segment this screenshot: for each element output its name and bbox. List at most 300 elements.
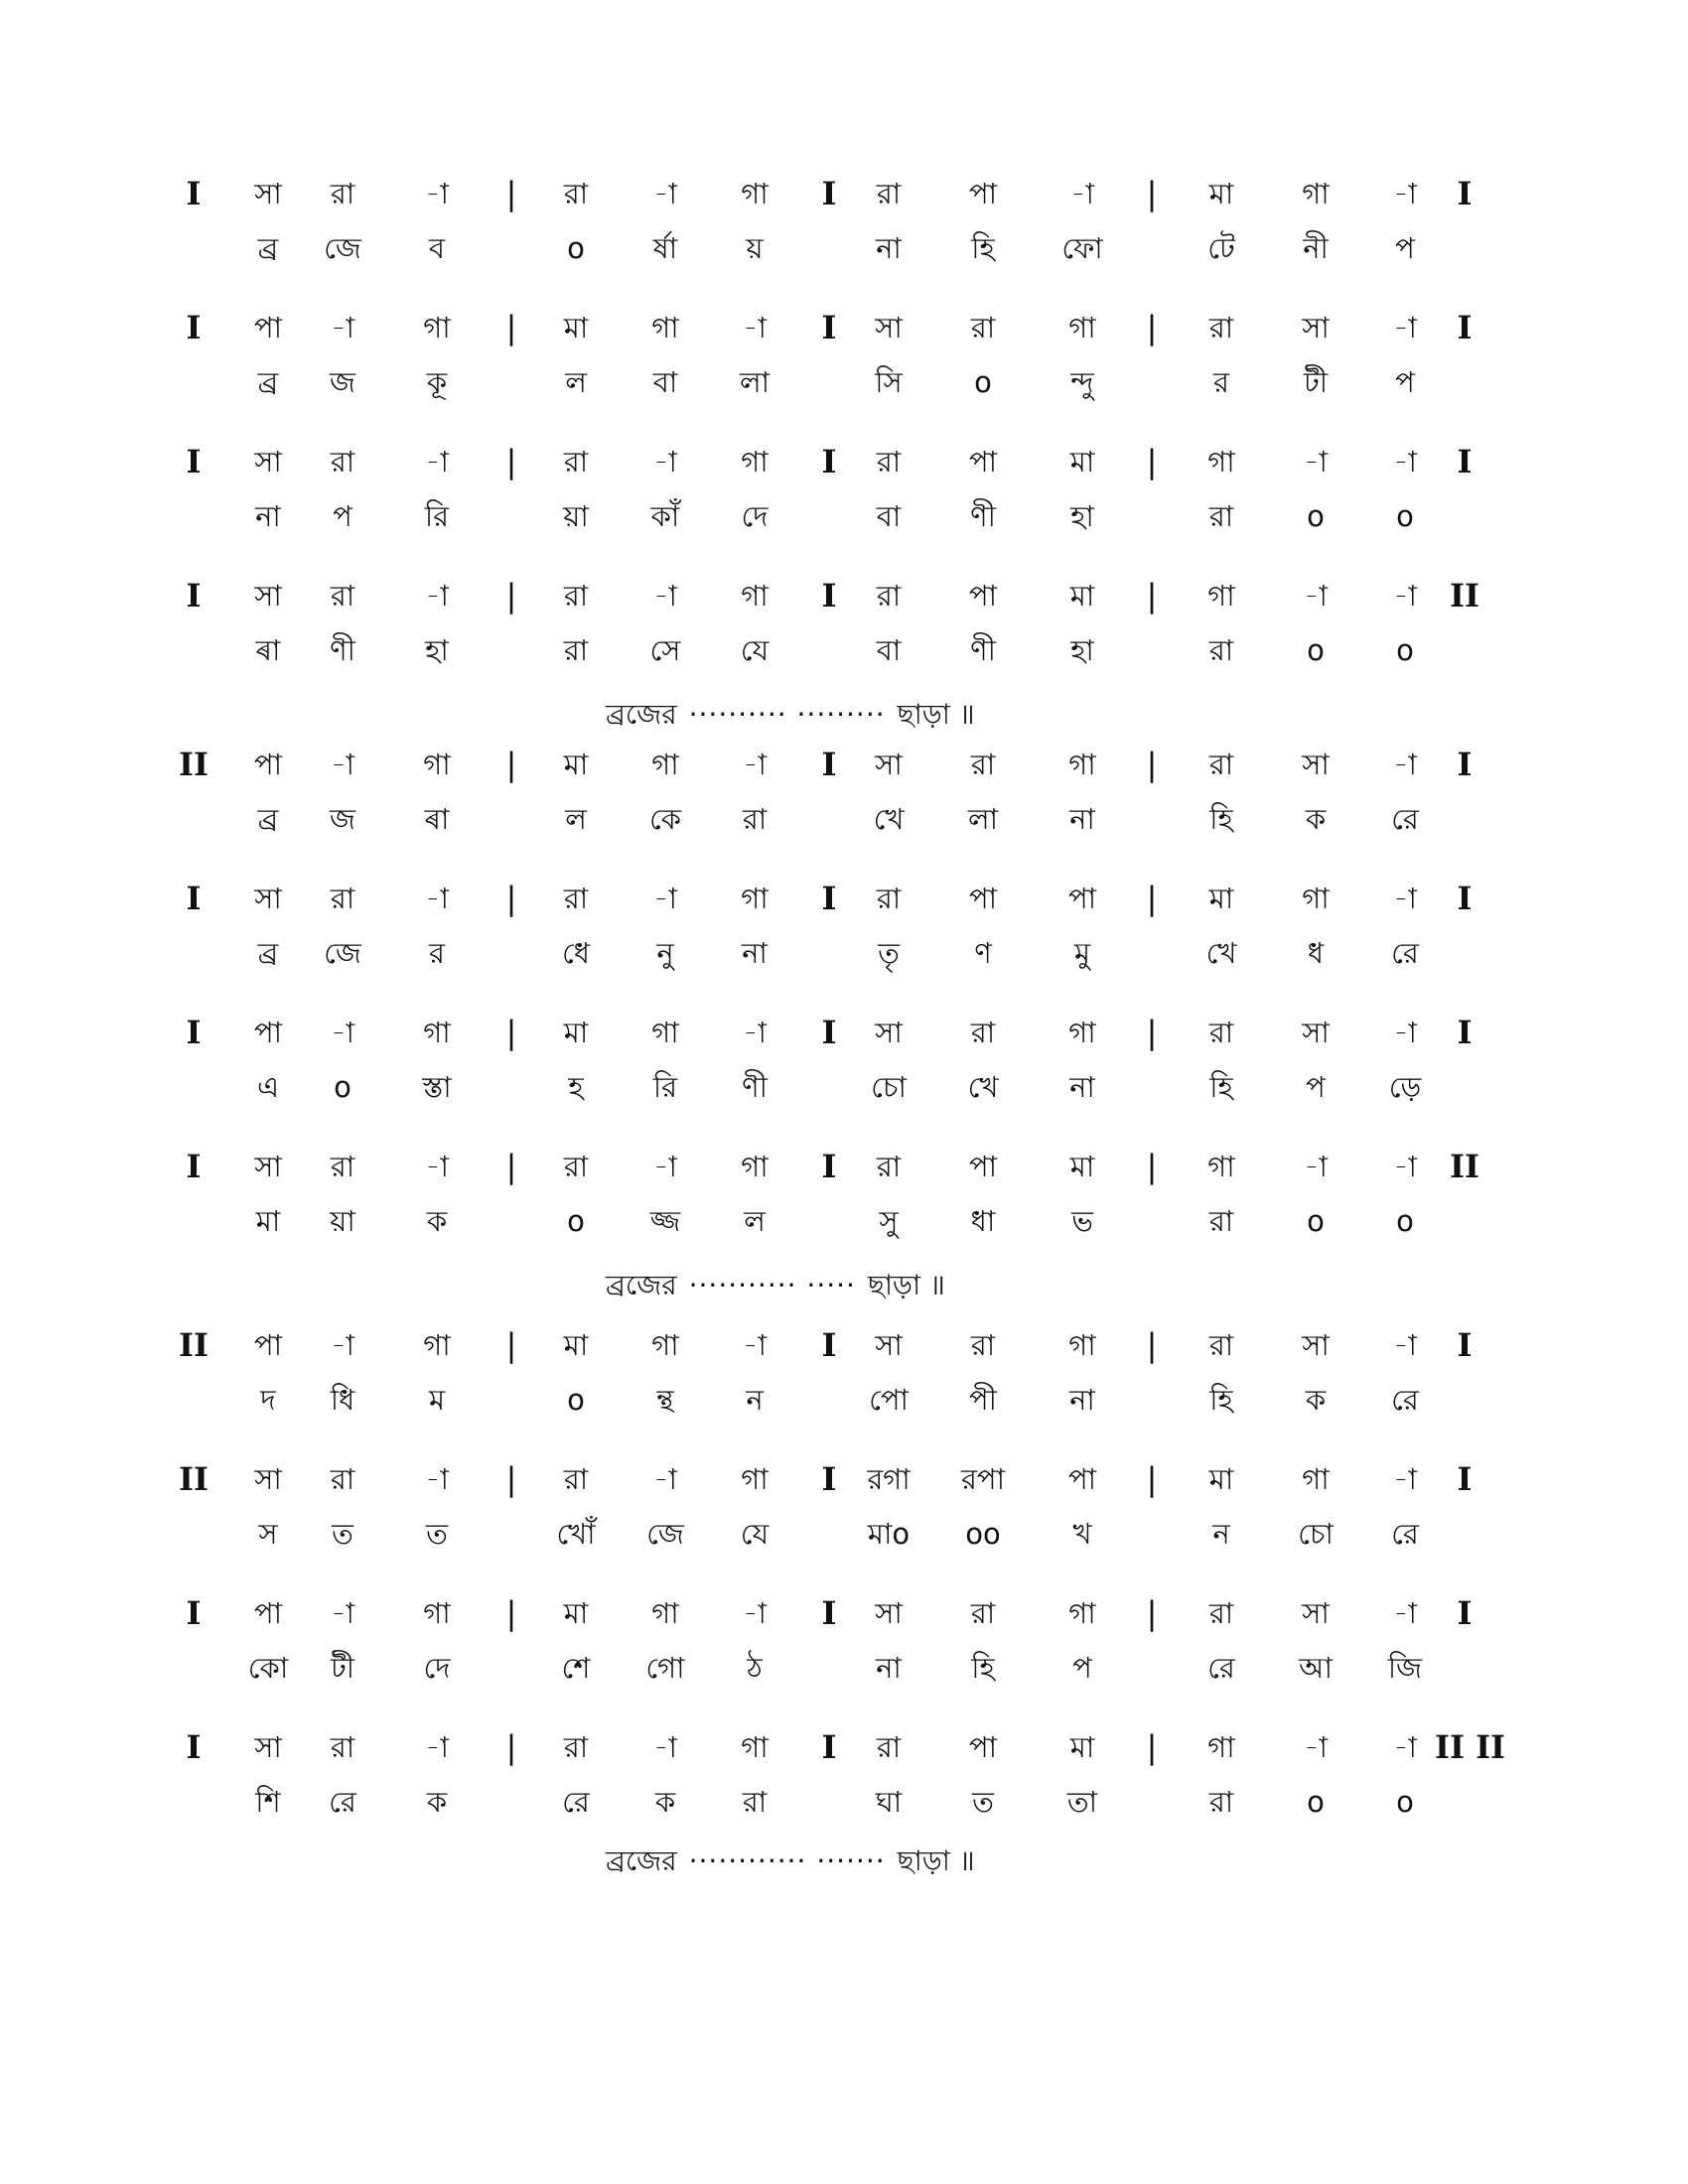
lyric-syllable: রি <box>424 499 450 533</box>
lyric-syllable: ল <box>565 365 587 399</box>
lyric-syllable: ন <box>1212 1517 1230 1551</box>
lyric-syllable: পো <box>869 1383 909 1417</box>
lyric-syllable: ক <box>654 1785 676 1819</box>
bar-line: | <box>1146 175 1158 212</box>
note: -া <box>1304 1730 1328 1764</box>
note: -া <box>653 177 677 210</box>
lyric-syllable: না <box>1069 1070 1095 1104</box>
note: মা <box>563 1016 589 1049</box>
repeat-end: ছাড়া ॥ <box>897 1844 975 1877</box>
lyric-syllable: রে <box>562 1785 590 1819</box>
lyric-syllable: ধি <box>330 1383 355 1417</box>
note: রা <box>970 1596 996 1630</box>
lyric-syllable: রা <box>1208 1785 1234 1819</box>
note: গা <box>1068 1016 1096 1049</box>
lyric-syllable: নু <box>656 936 674 970</box>
note: রা <box>330 445 355 478</box>
note: -া <box>425 882 449 915</box>
lyric-syllable: প <box>1306 1070 1326 1104</box>
note: -া <box>743 1328 767 1362</box>
note: রা <box>330 1462 355 1496</box>
note: সা <box>254 882 282 915</box>
lyric-syllable: হি <box>1209 1070 1233 1104</box>
lyric-syllable: হি <box>971 1651 995 1685</box>
note: -া <box>743 1596 767 1630</box>
note: রা <box>330 177 355 210</box>
repeat-word: ব্রজের <box>606 1269 677 1301</box>
lyric-syllable: জ <box>330 802 355 836</box>
bar-line: I <box>821 746 837 783</box>
lyric-syllable: রা <box>1208 633 1234 667</box>
note: গা <box>1207 1150 1235 1183</box>
note: পা <box>1067 882 1097 915</box>
lyric-syllable: o <box>1307 1204 1325 1238</box>
note: পা <box>1067 1462 1097 1496</box>
note: মা <box>1208 882 1234 915</box>
note: রা <box>330 882 355 915</box>
note: মা <box>1208 177 1234 210</box>
lyric-syllable: ধা <box>970 1204 996 1238</box>
lyric-syllable: ব্র <box>257 231 279 265</box>
lyric-syllable: র <box>1213 365 1229 399</box>
lyric-syllable: তা <box>1066 1785 1098 1819</box>
lyric-syllable: রে <box>1391 1383 1419 1417</box>
lyric-syllable: হা <box>425 633 449 667</box>
lyric-syllable: য় <box>746 231 764 265</box>
lyric-syllable: স <box>258 1517 278 1551</box>
note: -া <box>425 445 449 478</box>
note: -া <box>1393 1016 1417 1049</box>
repeat-instruction <box>606 1266 1102 1305</box>
note: রা <box>1208 1328 1234 1362</box>
lyric-syllable: তৃ <box>878 936 900 970</box>
lyric-syllable: ণী <box>330 633 355 667</box>
lyric-syllable: বা <box>876 499 902 533</box>
note: গা <box>1302 882 1330 915</box>
note: -া <box>425 1462 449 1496</box>
lyric-syllable: রে <box>329 1785 356 1819</box>
lyric-syllable: মা <box>255 1204 281 1238</box>
note: রা <box>563 1730 589 1764</box>
lyric-syllable: না <box>876 1651 902 1685</box>
lyric-syllable: র্ষা <box>652 231 678 265</box>
note: গা <box>651 748 679 781</box>
bar-line: II <box>179 1326 209 1364</box>
bar-line: | <box>1146 1460 1158 1498</box>
note: -া <box>653 1730 677 1764</box>
bar-line: | <box>505 1728 517 1766</box>
lyric-syllable: জে <box>646 1517 684 1551</box>
note: গা <box>423 1016 451 1049</box>
lyric-syllable: লা <box>967 802 999 836</box>
lyric-syllable: o <box>1396 499 1414 533</box>
lyric-syllable: ন্দু <box>1070 365 1094 399</box>
note: পা <box>968 1150 998 1183</box>
lyric-syllable: ন <box>746 1383 764 1417</box>
note: -া <box>331 748 354 781</box>
bar-line: | <box>1146 443 1158 480</box>
note: পা <box>253 311 283 344</box>
bar-line: I <box>821 1326 837 1364</box>
bar-line: I <box>821 1728 837 1766</box>
lyric-syllable: ত <box>972 1785 994 1819</box>
repeat-instruction <box>606 695 1102 735</box>
bar-line: | <box>505 443 517 480</box>
bar-line: II <box>179 746 209 783</box>
lyric-syllable: কূ <box>426 365 448 399</box>
lyric-syllable: o <box>567 1383 585 1417</box>
note: পা <box>253 748 283 781</box>
bar-line: | <box>1146 880 1158 917</box>
note: মা <box>1069 1730 1095 1764</box>
bar-line: I <box>821 309 837 346</box>
lyric-line <box>0 228 1688 298</box>
note: -া <box>1393 445 1417 478</box>
lyric-syllable: রা <box>742 802 768 836</box>
note: গা <box>1207 445 1235 478</box>
lyric-syllable: রা <box>1208 1204 1234 1238</box>
lyric-syllable: প <box>1395 365 1415 399</box>
lyric-line <box>0 1067 1688 1137</box>
note: পা <box>968 177 998 210</box>
lyric-line <box>0 1380 1688 1449</box>
lyric-syllable: ৰা <box>424 802 450 836</box>
lyric-syllable: সে <box>649 633 681 667</box>
note: গা <box>1302 1462 1330 1496</box>
note: গা <box>423 1596 451 1630</box>
note: রা <box>970 1016 996 1049</box>
lyric-syllable: বা <box>876 633 902 667</box>
note: পা <box>968 882 998 915</box>
bar-line: I <box>1457 443 1473 480</box>
lyric-syllable: গো <box>645 1651 685 1685</box>
note: রা <box>1208 1596 1234 1630</box>
lyric-syllable: রা <box>742 1785 768 1819</box>
lyric-syllable: o <box>1307 499 1325 533</box>
lyric-syllable: য়া <box>330 1204 355 1238</box>
lyric-syllable: ক <box>426 1785 448 1819</box>
note: সা <box>1302 1328 1330 1362</box>
lyric-syllable: স্তা <box>422 1070 452 1104</box>
note: রা <box>330 1150 355 1183</box>
lyric-syllable: দে <box>423 1651 451 1685</box>
lyric-syllable: o <box>567 231 585 265</box>
lyric-line <box>0 1514 1688 1583</box>
note: পা <box>253 1016 283 1049</box>
lyric-syllable: জে <box>324 936 361 970</box>
note: -া <box>425 1150 449 1183</box>
lyric-syllable: রা <box>563 633 589 667</box>
note: সা <box>254 579 282 613</box>
bar-line: | <box>505 1594 517 1632</box>
note: গা <box>741 882 769 915</box>
lyric-syllable: চো <box>1298 1517 1334 1551</box>
lyric-syllable: ত <box>332 1517 353 1551</box>
note: -া <box>331 311 354 344</box>
bar-line: I <box>821 1594 837 1632</box>
lyric-syllable: ন্থ <box>656 1383 674 1417</box>
lyric-syllable: হি <box>1209 802 1233 836</box>
note: গা <box>741 1150 769 1183</box>
lyric-syllable: জ <box>330 365 355 399</box>
lyric-syllable: খে <box>1205 936 1237 970</box>
lyric-line <box>0 630 1688 700</box>
bar-line: I <box>821 1148 837 1185</box>
lyric-line <box>0 1648 1688 1717</box>
bar-line: I <box>1457 1326 1473 1364</box>
note: -া <box>653 579 677 613</box>
note: গা <box>741 177 769 210</box>
lyric-syllable: o <box>1396 633 1414 667</box>
bar-line: | <box>1146 309 1158 346</box>
note: সা <box>875 1596 903 1630</box>
note: গা <box>741 579 769 613</box>
bar-line: I <box>1457 309 1473 346</box>
note: গা <box>741 1730 769 1764</box>
note: মা <box>1069 445 1095 478</box>
bar-line: I <box>821 577 837 614</box>
lyric-syllable: o <box>334 1070 352 1104</box>
bar-line: I <box>1457 880 1473 917</box>
lyric-syllable: রা <box>1208 499 1234 533</box>
note: রা <box>876 1150 902 1183</box>
note: মা <box>1069 1150 1095 1183</box>
note: -া <box>1393 177 1417 210</box>
note: সা <box>254 177 282 210</box>
lyric-line <box>0 799 1688 869</box>
bar-line: II <box>1450 1148 1479 1185</box>
lyric-syllable: হা <box>1070 633 1094 667</box>
note: গা <box>423 311 451 344</box>
bar-line: I <box>186 577 202 614</box>
lyric-syllable: রে <box>1391 1517 1419 1551</box>
lyric-syllable: সু <box>879 1204 899 1238</box>
note: -া <box>1393 579 1417 613</box>
lyric-syllable: না <box>255 499 281 533</box>
lyric-syllable: ভ <box>1071 1204 1093 1238</box>
note: মা <box>563 1596 589 1630</box>
lyric-syllable: জি <box>1387 1651 1423 1685</box>
note: রা <box>876 445 902 478</box>
bar-line: II <box>179 1460 209 1498</box>
note: -া <box>653 1150 677 1183</box>
note: গা <box>1068 311 1096 344</box>
bar-line: I <box>1457 1594 1473 1632</box>
note: মা <box>1208 1462 1234 1496</box>
lyric-syllable: মাo <box>867 1517 911 1551</box>
repeat-dots: ·········· ········· <box>688 698 886 731</box>
note: সা <box>254 1150 282 1183</box>
lyric-syllable: o <box>1396 1785 1414 1819</box>
lyric-syllable: কো <box>247 1651 289 1685</box>
note: -া <box>331 1596 354 1630</box>
note: সা <box>875 1328 903 1362</box>
lyric-syllable: ৰা <box>255 633 281 667</box>
note: -া <box>653 1462 677 1496</box>
note: পা <box>253 1328 283 1362</box>
note: -া <box>1393 1730 1417 1764</box>
note: সা <box>254 445 282 478</box>
note: পা <box>968 1730 998 1764</box>
lyric-syllable: নী <box>1303 231 1329 265</box>
note: রা <box>970 748 996 781</box>
note: রা <box>1208 311 1234 344</box>
lyric-syllable: ণী <box>970 633 996 667</box>
note: রা <box>1208 1016 1234 1049</box>
bar-line: II <box>1450 577 1479 614</box>
bar-line: I <box>821 1014 837 1051</box>
lyric-syllable: o <box>567 1204 585 1238</box>
bar-line: I <box>821 175 837 212</box>
note: গা <box>741 1462 769 1496</box>
lyric-syllable: টী <box>330 1651 355 1685</box>
lyric-syllable: ড়ে <box>1388 1070 1422 1104</box>
note: রা <box>330 579 355 613</box>
note: রা <box>563 1462 589 1496</box>
note: -া <box>743 1016 767 1049</box>
note: গা <box>651 1596 679 1630</box>
note: -া <box>425 177 449 210</box>
note: সা <box>875 311 903 344</box>
note: গা <box>1207 579 1235 613</box>
repeat-end: ছাড়া ॥ <box>867 1269 945 1301</box>
bar-line: I <box>186 443 202 480</box>
note: -া <box>425 1730 449 1764</box>
bar-line: | <box>1146 1014 1158 1051</box>
note: -া <box>1393 882 1417 915</box>
note: রপা <box>960 1462 1006 1496</box>
note: রা <box>876 579 902 613</box>
lyric-syllable: লা <box>739 365 771 399</box>
lyric-syllable: ক <box>426 1204 448 1238</box>
lyric-syllable: দে <box>741 499 769 533</box>
lyric-syllable: ব্র <box>257 365 279 399</box>
lyric-syllable: খ <box>1072 1517 1092 1551</box>
lyric-syllable: রি <box>652 1070 678 1104</box>
lyric-syllable: ল <box>744 1204 766 1238</box>
lyric-syllable: ধ <box>1307 936 1325 970</box>
lyric-syllable: ণ <box>974 936 992 970</box>
lyric-syllable: ঘা <box>875 1785 903 1819</box>
note: গা <box>651 1328 679 1362</box>
bar-line: I <box>821 443 837 480</box>
note: পা <box>253 1596 283 1630</box>
bar-line: | <box>505 175 517 212</box>
lyric-syllable: চো <box>871 1070 907 1104</box>
bar-line: | <box>505 309 517 346</box>
lyric-syllable: o <box>1307 1785 1325 1819</box>
lyric-syllable: না <box>1069 802 1095 836</box>
note: গা <box>651 311 679 344</box>
note: সা <box>1302 1016 1330 1049</box>
bar-line: | <box>1146 1148 1158 1185</box>
bar-line: | <box>1146 1728 1158 1766</box>
lyric-syllable: খে <box>967 1070 999 1104</box>
lyric-syllable: o <box>974 365 992 399</box>
lyric-syllable: খে <box>873 802 905 836</box>
lyric-line <box>0 933 1688 1003</box>
bar-line: | <box>505 1326 517 1364</box>
lyric-syllable: মু <box>1073 936 1091 970</box>
note: -া <box>1393 1150 1417 1183</box>
lyric-line <box>0 1201 1688 1271</box>
note: গা <box>1068 1596 1096 1630</box>
lyric-syllable: টী <box>1303 365 1329 399</box>
bar-line: I <box>1457 1014 1473 1051</box>
note: -া <box>1393 311 1417 344</box>
bar-line: I <box>821 1460 837 1498</box>
note: গা <box>423 1328 451 1362</box>
lyric-syllable: দ <box>260 1383 276 1417</box>
lyric-syllable: o <box>1396 1204 1414 1238</box>
note: গা <box>1068 748 1096 781</box>
lyric-syllable: রে <box>1391 936 1419 970</box>
lyric-syllable: জে <box>324 231 361 265</box>
note: মা <box>1069 579 1095 613</box>
note: রা <box>563 579 589 613</box>
lyric-syllable: oo <box>965 1517 1001 1551</box>
bar-line: | <box>505 880 517 917</box>
lyric-syllable: শে <box>561 1651 591 1685</box>
repeat-instruction <box>606 1842 1102 1881</box>
note: সা <box>1302 748 1330 781</box>
note: সা <box>875 748 903 781</box>
note: রা <box>1208 748 1234 781</box>
lyric-syllable: রে <box>1207 1651 1235 1685</box>
note: গা <box>741 445 769 478</box>
bar-line: I <box>1457 746 1473 783</box>
bar-line: I <box>186 1728 202 1766</box>
lyric-syllable: যে <box>740 1517 770 1551</box>
note: -া <box>1393 1328 1417 1362</box>
note: -া <box>1304 445 1328 478</box>
note: রা <box>563 177 589 210</box>
lyric-syllable: পী <box>969 1383 997 1417</box>
repeat-dots: ············ ······· <box>688 1844 886 1877</box>
bar-line: | <box>1146 1326 1158 1364</box>
repeat-word: ব্রজের <box>606 1844 677 1877</box>
note: -া <box>1393 1462 1417 1496</box>
note: -া <box>1070 177 1094 210</box>
bar-line: | <box>505 1460 517 1498</box>
repeat-dots: ··········· ····· <box>688 1269 856 1301</box>
bar-line: II II <box>1435 1728 1506 1766</box>
lyric-syllable: সি <box>875 365 903 399</box>
repeat-end: ছাড়া ॥ <box>897 698 975 731</box>
note: রা <box>330 1730 355 1764</box>
bar-line: I <box>186 175 202 212</box>
note: মা <box>563 1328 589 1362</box>
lyric-syllable: কাঁ <box>650 499 680 533</box>
lyric-line <box>0 362 1688 432</box>
lyric-syllable: আ <box>1299 1651 1333 1685</box>
note: -া <box>1304 1150 1328 1183</box>
note: -া <box>425 579 449 613</box>
note: -া <box>331 1328 354 1362</box>
lyric-syllable: য়া <box>563 499 589 533</box>
lyric-syllable: প <box>1395 231 1415 265</box>
note: রা <box>563 882 589 915</box>
lyric-syllable: কে <box>648 802 682 836</box>
bar-line: I <box>1457 1460 1473 1498</box>
lyric-syllable: ব্র <box>257 802 279 836</box>
lyric-syllable: র <box>429 936 445 970</box>
lyric-syllable: না <box>742 936 768 970</box>
lyric-syllable: খোঁ <box>556 1517 596 1551</box>
note: পা <box>968 579 998 613</box>
note: -া <box>331 1016 354 1049</box>
bar-line: | <box>505 1148 517 1185</box>
